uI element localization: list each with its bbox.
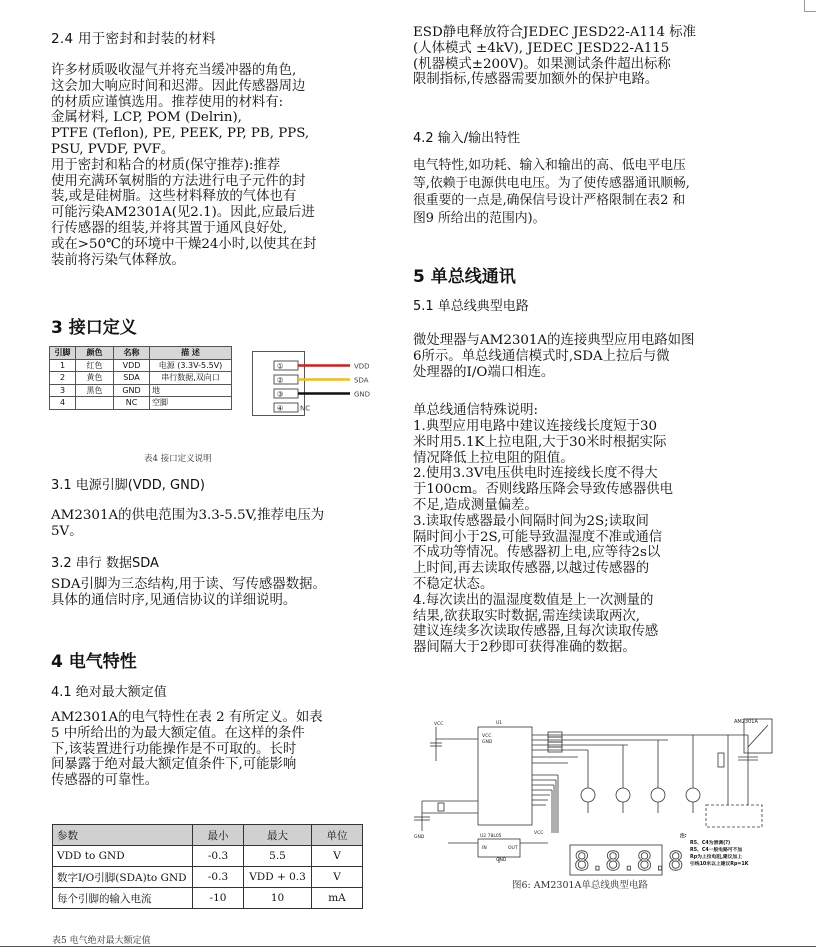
section-4-1-heading: 4.1 绝对最大额定值 [51,685,167,700]
table-cell: 3 [50,384,76,397]
table-row [50,359,232,372]
table-cell: 2 [50,372,76,385]
section-5-1-heading: 5.1 单总线典型电路 [413,299,529,314]
sensor-label: AM2301A [734,719,758,725]
table-cell: 4 [50,397,76,410]
table-cell: 每个引脚的输入电流 [53,888,193,909]
table-row [50,372,232,385]
table-row [53,846,363,867]
table-cell: 10 [244,888,312,909]
table-cell: 黄色 [76,372,114,385]
table-header: 最小 [193,825,244,846]
table-header: 最大 [244,825,312,846]
chip-pin-label: VCC [482,734,492,739]
table-cell: V [312,867,363,888]
table-row [50,397,232,410]
table-header: 引脚 [50,347,76,360]
table-cell: -10 [193,888,244,909]
table-cell: -0.3 [193,867,244,888]
table-cell: 红色 [76,359,114,372]
table-cell: -0.3 [193,846,244,867]
sensor-boundary [706,805,762,827]
table-cell: 地 [150,384,232,397]
table4-caption: 表4 接口定义说明 [144,454,212,464]
section-5-heading: 5 单总线通讯 [413,267,516,287]
section-4-2-body: 电气特性,如功耗、输入和输出的高、低电平电压 等,依赖于电源供电电压。为了使传感器通讯顺畅, 很重要的一点是,确保信号设计严格限制在表2 和 图9 所给出的范围内)。 [413,158,690,226]
page-corner [804,0,816,12]
gnd-label: GND [414,835,425,840]
wire-label: GND [354,390,371,399]
fig6-caption: 图6: AM2301A单总线典型电路 [512,880,648,891]
max-ratings-table [52,824,363,909]
wire-label: NC [300,404,311,413]
notes-body: 1.典型应用电路中建议连接线长度短于30 米时用5.1K上拉电阻,大于30米时根据实际 情况降低上拉电阻的阻值。 2.使用3.3V电压供电时连接线长度不得大 于100cm。否则线路压降会导致传感器供电 不足,造成测量偏差。 3.读取传感器最小间隔时间为2S;读取间 隔时间小于2S,可能导致温湿度不准或通信 不成功等情况。传感器初上电,应等待2s以 上时间,再去读取传感器,以越过传感器的 不稳定状态。 4.每次读出的温湿度数值是上一次测量的 结果,欲获取实时数据,需连续读取两次, 建议连续多次读取传感器,且每次读取传感 器间隔大于2秒即可获得准确的数据。 [413,419,674,656]
circuit-note-text: 注: [680,834,687,839]
table-row [50,384,232,397]
table-cell: 数字I/O引脚(SDA)to GND [53,867,193,888]
regulator-gnd-label: GND [496,858,507,863]
circuit-note-text: 引线10米以上建议Rp=1K [690,862,749,867]
notes-title: 单总线通信特殊说明: [413,403,539,418]
section-3-1-heading: 3.1 电源引脚(VDD, GND) [51,478,205,493]
section-5-1-body: 微处理器与AM2301A的连接典型应用电路如图 6所示。单总线通信模式时,SDA上拉后与微 处理器的I/O端口相连。 [413,333,695,380]
table-header: 名称 [114,347,150,360]
pin-number: ② [277,376,284,385]
pin-number: ④ [277,404,284,413]
pin-number: ③ [277,390,284,399]
table-cell: V [312,846,363,867]
pin-number: ① [277,362,284,371]
circuit-diagram [408,713,784,877]
section-2-4-heading: 2.4 用于密封和封装的材料 [51,31,216,47]
chip-name: U1 [496,721,503,726]
section-4-1-body: AM2301A的电气特性在表 2 有所定义。如表 5 中所给出的为最大额定值。在这样的条件 下,该装置进行功能操作是不可取的。长时 间暴露于绝对最大额定值条件下,可能影响 传感器的可靠性。 [51,710,323,789]
chip-pin-label: GND [482,740,493,745]
table-cell: VDD to GND [53,846,193,867]
table-cell: VDD [114,359,150,372]
table-row [53,888,363,909]
section-2-4-body: 许多材质吸收湿气并将充当缓冲器的角色, 这会加大响应时间和迟滞。因此传感器周边 的材质应谨慎选用。推荐使用的材料有: 金属材料, LCP, POM (Delrin), PTFE (Teflon), PE, PEEK, PP, PB, PPS, PSU, PVDF, PVF。 用于密封和粘合的材质(保守推荐):推荐 使用充满环氧树脂的方法进行电子元件的封 装,或是硅树脂。这些材料释放的气体也有 可能污染AM2301A(见2.1)。因此,应最后进 行传感器的组装,并将其置于通风良好处, 或在>50℃的环境中干燥24小时,以使其在封 装前将污染气体释放。 [51,63,317,268]
table-cell: 串行数据,双向口 [150,372,232,385]
table-row [53,867,363,888]
table-cell: 黑色 [76,384,114,397]
wire-label: VDD [354,362,370,371]
section-3-2-heading: 3.2 串行 数据SDA [51,556,159,571]
table-cell: 1 [50,359,76,372]
table-cell [76,397,114,410]
table-cell: GND [114,384,150,397]
section-3-heading: 3 接口定义 [51,318,137,338]
section-3-1-body: AM2301A的供电范围为3.3-5.5V,推荐电压为 5V。 [51,508,325,539]
regulator-in-label: IN [482,846,487,851]
connector-diagram [252,349,380,419]
table-cell: VDD + 0.3 [244,867,312,888]
wire-label: SDA [354,376,369,385]
table-cell: mA [312,888,363,909]
table-header: 颜色 [76,347,114,360]
table-header: 参数 [53,825,193,846]
display-digits: 8.8.8.8 [574,847,684,877]
table-cell: 空脚 [150,397,232,410]
vcc-label: VCC [434,722,444,727]
regulator-label: U2 78L05 [480,834,502,839]
table-header: 描 述 [150,347,232,360]
table-cell: SDA [114,372,150,385]
interface-table [49,346,232,410]
esd-body: ESD静电释放符合JEDEC JESD22-A114 标准 (人体模式 ±4kV), JEDEC JESD22-A115 (机器模式±200V)。如果测试条件超出标称 限制指标,传感器需要加额外的保护电路。 [413,25,697,88]
circuit-note-text: R5、C4一般电路可不加 [690,848,743,853]
section-3-2-body: SDA引脚为三态结构,用于读、写传感器数据。 具体的通信时序,见通信协议的详细说明。 [51,577,326,608]
regulator-out-label: OUT [508,846,518,851]
table-header: 单位 [312,825,363,846]
section-4-heading: 4 电气特性 [51,652,137,672]
table-cell: 5.5 [244,846,312,867]
circuit-note-line [680,832,749,867]
circuit-note-text: R5、C4为滑调(?) [690,841,731,846]
table5-caption: 表5 电气绝对最大额定值 [52,936,151,946]
page-bottom-rule [0,946,816,947]
vcc-label: VCC [534,831,544,836]
table-cell: 电源 (3.3V-5.5V) [150,359,232,372]
table-cell: NC [114,397,150,410]
section-4-2-heading: 4.2 输入/输出特性 [413,131,521,146]
circuit-note-text: Rp为上拉电阻,建议加上 [690,855,743,860]
